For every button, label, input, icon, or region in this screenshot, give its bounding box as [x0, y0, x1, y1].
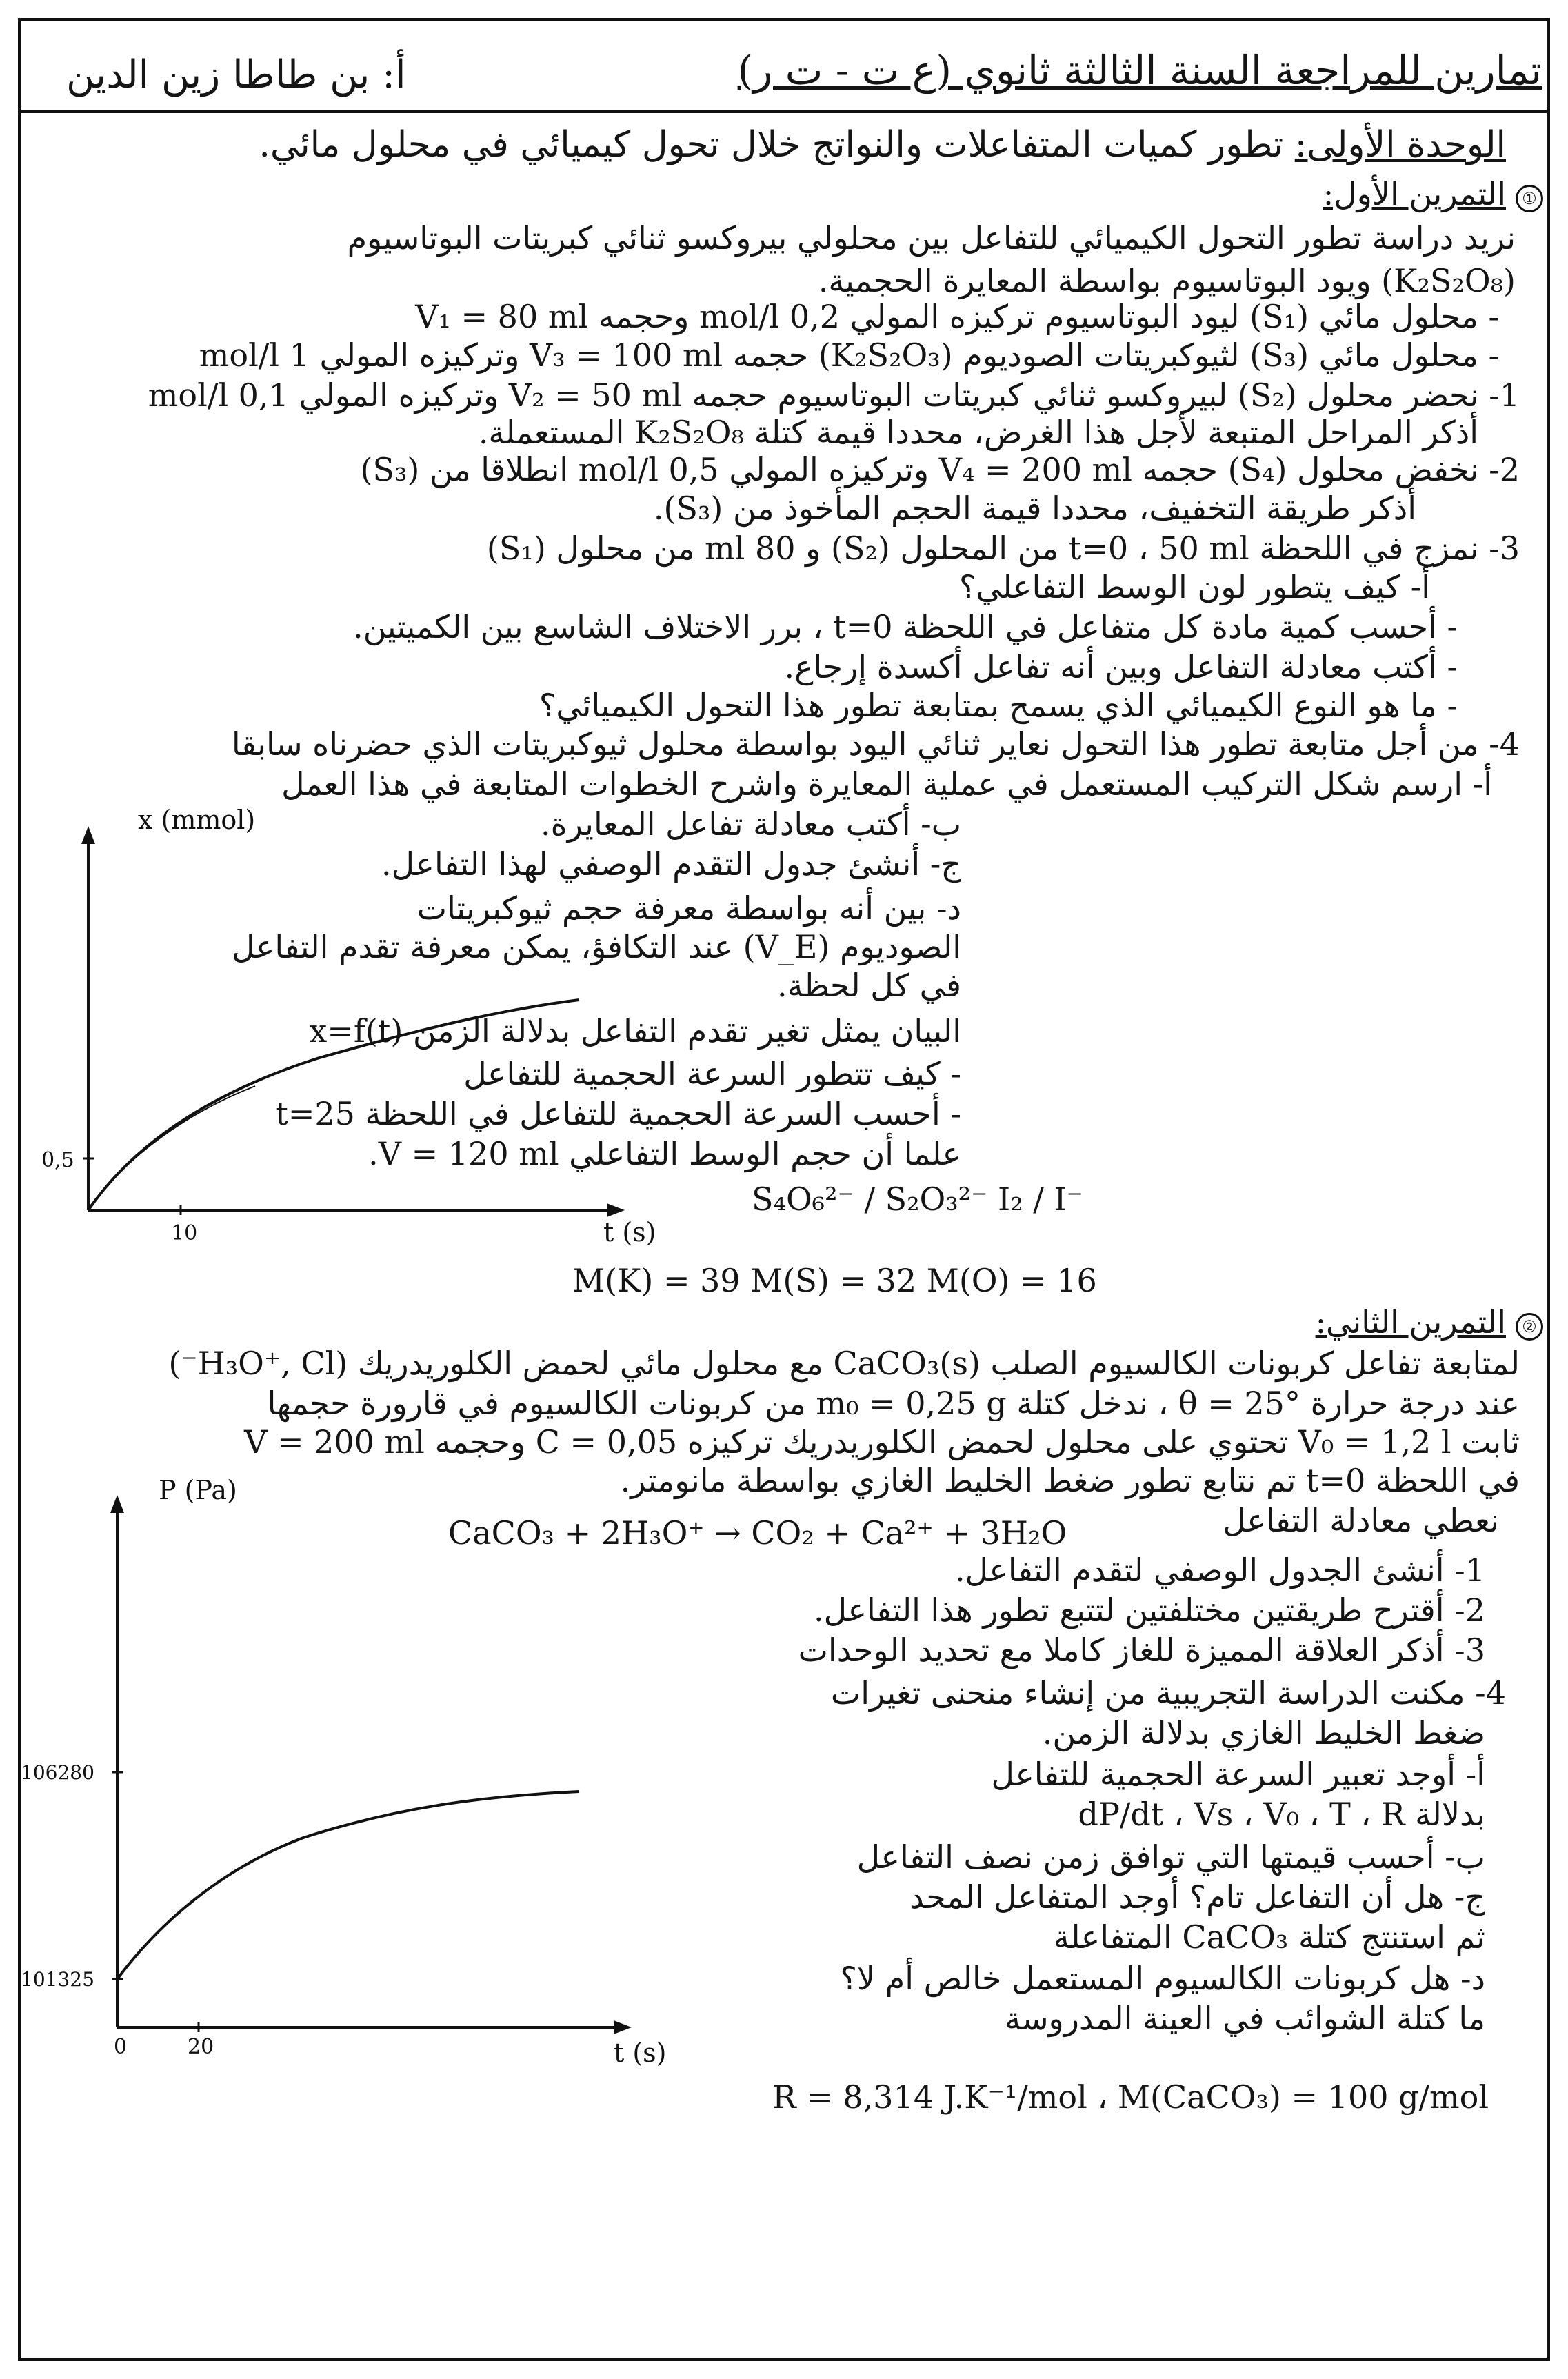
ex1-q4-h: علما أن حجم الوسط التفاعلي V = 120 ml. [368, 1135, 961, 1172]
graph-2-y-label: P (Pa) [159, 1475, 237, 1505]
graph-2-x-label: t (s) [614, 2038, 667, 2068]
ex2-heading: التمرين الثاني: [1315, 1303, 1506, 1341]
ex1-molar-masses: M(K) = 39 M(S) = 32 M(O) = 16 [572, 1262, 1097, 1299]
ex1-q4: 4- من أجل متابعة تطور هذا التحول نعاير ثنائي اليود بواسطة محلول ثيوكبريتات الذي حضرناه سابقا [231, 725, 1520, 763]
ex1-graph-caption: البيان يمثل تغير تقدم التفاعل بدلالة الزمن x=f(t) [309, 1012, 961, 1050]
unit-title: تطور كميات المتفاعلات والنواتج خلال تحول كيميائي في محلول مائي. [259, 124, 1284, 165]
ex1-intro-line2: (K₂S₂O₈) ويود البوتاسيوم بواسطة المعايرة الحجمية. [818, 262, 1516, 299]
ex2-q4-c2: ثم استنتج كتلة CaCO₃ المتفاعلة [1053, 1918, 1485, 1956]
ex2-constants: R = 8,314 J.K⁻¹/mol ، M(CaCO₃) = 100 g/mol [772, 2078, 1489, 2116]
ex1-q1-line2: أذكر المراحل المتبعة لأجل هذا الغرض، محددا قيمة كتلة K₂S₂O₈ المستعملة. [478, 414, 1478, 451]
graph-2-pressure-vs-time [14, 1475, 667, 2076]
ex2-q4-line2: ضغط الخليط الغازي بدلالة الزمن. [1042, 1714, 1485, 1751]
ex1-q3-c: - أكتب معادلة التفاعل وبين أنه تفاعل أكسدة إرجاع. [784, 648, 1458, 685]
ex2-q4-c: ج- هل أن التفاعل تام؟ أوجد المتفاعل المحد [909, 1878, 1485, 1916]
graph-1-tangent [90, 1086, 255, 1207]
ex2-q4-d: د- هل كربونات الكالسيوم المستعمل خالص أم لا؟ [840, 1960, 1485, 1997]
ex1-heading: التمرين الأول: [1323, 175, 1506, 212]
ex2-q1: 1- أنشئ الجدول الوصفي لتقدم التفاعل. [954, 1552, 1485, 1589]
exercise-1-marker: ① [1516, 185, 1543, 212]
ex1-q4-c: ج- أنشئ جدول التقدم الوصفي لهذا التفاعل. [381, 845, 961, 883]
ex2-q3: 3- أذكر العلاقة المميزة للغاز كاملا مع تحديد الوحدات [798, 1632, 1485, 1669]
ex1-q3-a: أ- كيف يتطور لون الوسط التفاعلي؟ [959, 568, 1430, 605]
ex2-reaction-equation: CaCO₃ + 2H₃O⁺ → CO₂ + Ca²⁺ + 3H₂O [448, 1514, 1067, 1552]
graph-2-x-arrow [614, 2020, 632, 2034]
exercise-2-marker: ② [1516, 1313, 1543, 1341]
ex1-q4-g: - أحسب السرعة الحجمية للتفاعل في اللحظة t=25 [275, 1095, 961, 1132]
ex2-q2: 2- أقترح طريقتين مختلفتين لتتبع تطور هذا التفاعل. [814, 1592, 1485, 1629]
author-name: أ: بن طاطا زين الدين [66, 52, 406, 97]
ex1-q4-b: ب- أكتب معادلة تفاعل المعايرة. [541, 805, 961, 843]
ex1-q2-line2: أذكر طريقة التخفيف، محددا قيمة الحجم المأخوذ من (S₃). [653, 490, 1416, 527]
ex2-q4-a-vars: بدلالة dP/dt ، Vs ، V₀ ، T ، R [1078, 1796, 1485, 1833]
graph-2-y-tick-bottom-label: 101325 [21, 1968, 94, 1991]
graph-1-x-tick-label: 10 [171, 1221, 198, 1245]
ex2-q4-line1: 4- مكنت الدراسة التجريبية من إنشاء منحنى تغيرات [830, 1674, 1506, 1712]
ex1-redox-couples: S₄O₆²⁻ / S₂O₃²⁻ I₂ / I⁻ [752, 1181, 1083, 1218]
graph-1-y-label: x (mmol) [138, 805, 256, 835]
graph-2-y-arrow [110, 1495, 124, 1513]
ex1-q4-f: - كيف تتطور السرعة الحجمية للتفاعل [463, 1055, 961, 1092]
graph-1-y-tick-label: 0,5 [41, 1148, 74, 1172]
ex1-q4-d2: الصوديوم (V_E) عند التكافؤ، يمكن معرفة تقدم التفاعل [232, 928, 961, 965]
graph-1-x-arrow [607, 1203, 625, 1217]
ex1-q4-a: أ- ارسم شكل التركيب المستعمل في عملية المعايرة واشرح الخطوات المتابعة في هذا العمل [281, 765, 1492, 803]
ex2-paragraph-2: عند درجة حرارة θ = 25° ، ندخل كتلة m₀ = 0,25 g من كربونات الكالسيوم في قارورة حجمها [267, 1385, 1520, 1422]
ex1-q4-d1: د- بين أنه بواسطة معرفة حجم ثيوكبريتات [416, 890, 961, 927]
graph-1-x-label: t (s) [603, 1217, 656, 1247]
ex2-equation-intro: نعطي معادلة التفاعل [1223, 1502, 1499, 1539]
ex1-solution-3: - محلول مائي (S₃) لثيوكبريتات الصوديوم (K₂S₂O₃) حجمه V₃ = 100 ml وتركيزه المولي 1 mol/l [199, 337, 1499, 374]
graph-1-curve [88, 1000, 579, 1210]
ex1-q2-line1: 2- نخفض محلول (S₄) حجمه V₄ = 200 ml وتركيزه المولي 0,5 mol/l انطلاقا من (S₃) [360, 451, 1520, 488]
graph-2-y-tick-top-label: 106280 [21, 1761, 94, 1784]
ex2-q4-d2: ما كتلة الشوائب في العينة المدروسة [1005, 2000, 1485, 2037]
ex2-q4-b: ب- أحسب قيمتها التي توافق زمن نصف التفاعل [856, 1838, 1485, 1876]
ex1-q3-b: - أحسب كمية مادة كل متفاعل في اللحظة t=0 ، برر الاختلاف الشاسع بين الكميتين. [353, 608, 1458, 645]
ex2-q4-a: أ- أوجد تعبير السرعة الحجمية للتفاعل [991, 1756, 1485, 1793]
ex1-solution-1: - محلول مائي (S₁) ليود البوتاسيوم تركيزه المولي 0,2 mol/l وحجمه V₁ = 80 ml [415, 298, 1499, 335]
ex2-paragraph-1: لمتابعة تفاعل كربونات الكالسيوم الصلب CaCO₃(s) مع محلول مائي لحمض الكلوريدريك (H₃O⁺, Cl⁻) [168, 1345, 1520, 1382]
ex2-paragraph-3: ثابت V₀ = 1,2 l تحتوي على محلول لحمض الكلوريدريك تركيزه C = 0,05 وحجمه V = 200 ml [244, 1423, 1520, 1460]
unit-label: الوحدة الأولى: [1294, 124, 1506, 165]
ex2-paragraph-4: في اللحظة t=0 تم نتابع تطور ضغط الخليط الغازي بواسطة مانومتر. [620, 1462, 1520, 1499]
page-header [18, 18, 1550, 113]
unit-heading [259, 124, 1506, 165]
graph-2-origin-label: 0 [114, 2035, 128, 2059]
ex1-q4-d3: في كل لحظة. [776, 967, 961, 1004]
ex1-intro-line1: نريد دراسة تطور التحول الكيميائي للتفاعل بين محلولي بيروكسو ثنائي كبريتات البوتاسيوم [347, 219, 1516, 257]
ex1-q1-line1: 1- نحضر محلول (S₂) لبيروكسو ثنائي كبريتات البوتاسيوم حجمه V₂ = 50 ml وتركيزه المولي 0,1 mol/l [148, 377, 1520, 414]
graph-2-x-tick-label: 20 [188, 2035, 214, 2059]
graph-2-curve [117, 1791, 579, 1979]
page-title: تمارين للمراجعة السنة الثالثة ثانوي (ع ت - ت ر) [737, 47, 1542, 94]
ex1-q3: 3- نمزج في اللحظة t=0 ، 50 ml من المحلول (S₂) و 80 ml من محلول (S₁) [486, 530, 1520, 567]
ex1-q3-d: - ما هو النوع الكيميائي الذي يسمح بمتابعة تطور هذا التحول الكيميائي؟ [539, 687, 1458, 724]
graph-1-y-arrow [81, 826, 95, 844]
